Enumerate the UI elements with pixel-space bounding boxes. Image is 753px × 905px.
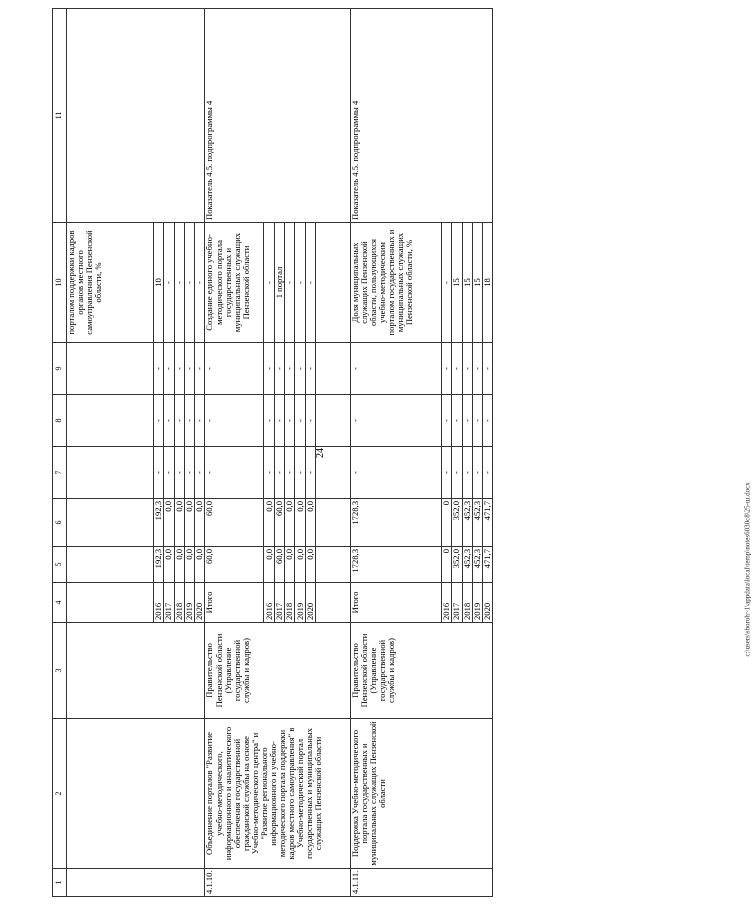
value-cell: - [205,447,264,499]
total-label: Итого [350,583,441,623]
cell-empty [67,547,154,583]
value-cell: - [154,447,164,499]
col-header: 7 [53,447,67,499]
value-cell: - [174,395,184,447]
table-row [350,9,441,897]
value-cell: - [164,395,174,447]
value-cell: 60,0 [274,499,284,547]
value-cell: - [305,395,315,447]
value-cell: 60,0 [205,547,264,583]
value-cell: 15 [452,223,462,343]
value-cell: - [195,395,205,447]
value-cell: 0,0 [264,547,274,583]
value-cell: - [285,343,295,395]
value-cell: - [264,343,274,395]
value-cell: - [154,343,164,395]
cell-empty [67,395,154,447]
value-cell: - [295,343,305,395]
col-header: 4 [53,583,67,623]
indicator-text: Создание единого учебно-методического портала государственных и муниципальных служащих Пензенской области [205,223,264,343]
value-cell: - [472,395,482,447]
value-cell: - [295,223,305,343]
value-cell: - [285,395,295,447]
value-cell: - [285,223,295,343]
value-cell: 0 [441,499,451,547]
year-cell: 2016 [264,583,274,623]
value-cell: 18 [483,223,493,343]
value-cell: - [295,447,305,499]
year-cell: 2017 [164,583,174,623]
value-cell: - [184,447,194,499]
value-cell: - [274,395,284,447]
value-cell: 0,0 [305,499,315,547]
value-cell: 0,0 [305,547,315,583]
value-cell: 192,3 [154,547,164,583]
value-cell: - [174,223,184,343]
col-header: 10 [53,223,67,343]
value-cell: - [452,447,462,499]
cell-empty [315,499,350,547]
value-cell: - [184,343,194,395]
year-cell: 2019 [184,583,194,623]
value-cell: 192,3 [154,499,164,547]
col-header: 6 [53,499,67,547]
value-cell: - [441,223,451,343]
value-cell: - [472,447,482,499]
col-header: 5 [53,547,67,583]
year-cell: 2018 [174,583,184,623]
year-cell: 2020 [195,583,205,623]
year-cell: 2017 [274,583,284,623]
value-cell: - [295,395,305,447]
value-cell: - [164,447,174,499]
value-cell: - [205,343,264,395]
cell-empty [67,623,205,719]
cell-empty [315,343,350,395]
page-number: 24 [315,448,326,458]
value-cell: - [164,343,174,395]
value-cell: 471,7 [483,547,493,583]
value-cell: - [184,395,194,447]
cell-empty [315,583,350,623]
value-cell: 60,0 [274,547,284,583]
value-cell: - [174,447,184,499]
value-cell: - [441,395,451,447]
col-header: 3 [53,623,67,719]
value-cell: 1728,3 [350,547,441,583]
value-cell: - [195,447,205,499]
year-cell: 2017 [452,583,462,623]
cell-empty [315,395,350,447]
value-cell: - [462,447,472,499]
value-cell: 0,0 [184,499,194,547]
year-cell: 2019 [472,583,482,623]
value-cell: 0,0 [195,547,205,583]
item-description: Поддержка Учебно-методического портала государственных и муниципальных служащих Пензенской области [350,719,492,869]
item-executor: Правительство Пензенской области (Управление государственной службы и кадров) [205,623,350,719]
value-cell: - [483,343,493,395]
value-cell: 452,3 [472,547,482,583]
table-row [67,9,154,897]
program-ref: Показатель 4.5. подпрограммы 4 [205,9,350,223]
cell-empty [67,9,205,223]
value-cell: 352,0 [452,547,462,583]
total-label: Итого [205,583,264,623]
value-cell: - [305,223,315,343]
year-cell: 2020 [305,583,315,623]
value-cell: 452,3 [462,547,472,583]
year-cell: 2018 [285,583,295,623]
year-cell: 2019 [295,583,305,623]
value-cell: 0,0 [164,499,174,547]
value-cell: 0,0 [174,547,184,583]
value-cell: 0,0 [184,547,194,583]
item-number: 4.1.11. [350,869,492,897]
value-cell: - [264,395,274,447]
value-cell: 0 [441,547,451,583]
value-cell: - [350,343,441,395]
value-cell: 10 [154,223,164,343]
value-cell: - [441,343,451,395]
value-cell: - [462,343,472,395]
value-cell: 471,7 [483,499,493,547]
year-cell: 2020 [483,583,493,623]
value-cell: 0,0 [295,499,305,547]
value-cell: 452,3 [472,499,482,547]
value-cell: 0,0 [195,499,205,547]
cell-empty [67,719,205,869]
value-cell: - [264,223,274,343]
cell-empty [67,869,205,897]
program-table [52,8,493,897]
value-cell: - [305,447,315,499]
item-number: 4.1.10. [205,869,350,897]
cell-empty [315,223,350,343]
value-cell: 0,0 [164,547,174,583]
footer-file-path: c:\users\sboroh~1\appdata\local\temp\notes6030c8\25-ш.docx [743,482,752,657]
col-header: 2 [53,719,67,869]
indicator-text: порталом поддержки кадров органов местного самоуправления Пензенской области, % [67,223,154,343]
program-table-rotated [52,9,588,897]
cell-empty [315,447,350,499]
value-cell: 1 портал [274,223,284,343]
table-row [205,9,264,897]
value-cell: - [285,447,295,499]
item-executor: Правительство Пензенской области (Управление государственной службы и кадров) [350,623,492,719]
col-header: 1 [53,869,67,897]
value-cell: 0,0 [285,547,295,583]
value-cell: 0,0 [295,547,305,583]
cell-empty [67,447,154,499]
value-cell: - [452,343,462,395]
value-cell: - [274,447,284,499]
value-cell: - [441,447,451,499]
item-description: Объединение порталов "Развитие учебно-методического, информационного и аналитического обеспечения государственной гражданской службы на основе Учебно-методического центра" и "Развитие регионального информационного и учебно-методического портала поддержки кадров местного самоуправления" в Учебно-методический портал государственных и муниципальных служащих Пензенской области [205,719,350,869]
value-cell: 60,0 [205,499,264,547]
value-cell: - [483,447,493,499]
value-cell: - [350,395,441,447]
cell-empty [67,343,154,395]
cell-empty [67,583,154,623]
value-cell: - [305,343,315,395]
year-cell: 2016 [154,583,164,623]
value-cell: - [195,223,205,343]
value-cell: - [164,223,174,343]
value-cell: 15 [472,223,482,343]
value-cell: - [184,223,194,343]
value-cell: 0,0 [174,499,184,547]
value-cell: 1728,3 [350,499,441,547]
value-cell: - [205,395,264,447]
indicator-text: Доля муниципальных служащих Пензенской области, пользующихся учебно-методическим порталом государственных и муниципальных служащих Пензенской области, % [350,223,441,343]
cell-empty [67,499,154,547]
value-cell: 352,0 [452,499,462,547]
value-cell: - [174,343,184,395]
year-cell: 2018 [462,583,472,623]
value-cell: 0,0 [285,499,295,547]
value-cell: - [264,447,274,499]
value-cell: 15 [462,223,472,343]
value-cell: - [350,447,441,499]
col-header: 11 [53,9,67,223]
value-cell: - [483,395,493,447]
value-cell: - [154,395,164,447]
value-cell: - [462,395,472,447]
value-cell: - [195,343,205,395]
col-header: 8 [53,395,67,447]
col-header: 9 [53,343,67,395]
column-number-row [53,9,67,897]
value-cell: 452,3 [462,499,472,547]
value-cell: 0,0 [264,499,274,547]
cell-empty [315,547,350,583]
program-ref: Показатель 4.5. подпрограммы 4 [350,9,492,223]
value-cell: - [274,343,284,395]
value-cell: - [452,395,462,447]
year-cell: 2016 [441,583,451,623]
value-cell: - [472,343,482,395]
